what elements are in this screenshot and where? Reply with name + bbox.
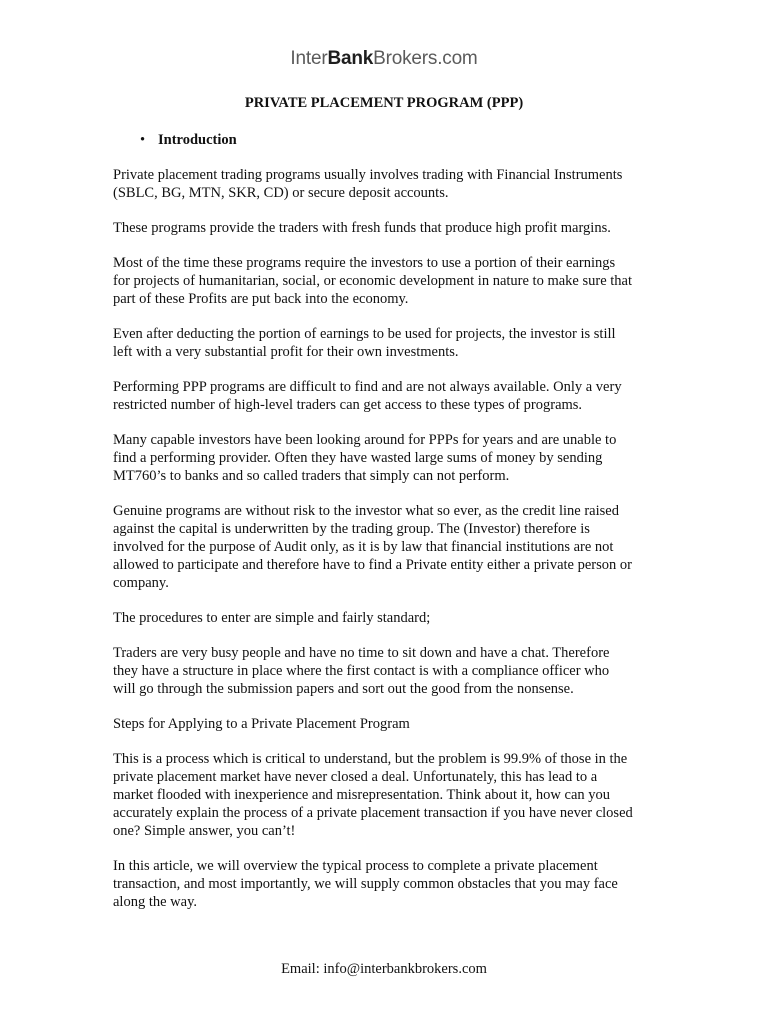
logo-part-domain: .com [437, 48, 478, 69]
paragraph-line: In this article, we will overview the typical process to complete a private placement [113, 858, 598, 874]
paragraph [113, 219, 673, 237]
interbankbrokers-logo [0, 47, 768, 71]
paragraph-line: MT760’s to banks and so called traders that simply can not perform. [113, 468, 510, 484]
paragraph-line: market flooded with inexperience and misrepresentation. Think about it, how can you [113, 787, 611, 803]
paragraph-line: they have a structure in place where the first contact is with a compliance officer who [113, 663, 610, 679]
paragraph-line: along the way. [113, 894, 198, 910]
paragraph-line: find a performing provider. Often they have wasted large sums of money by sending [113, 450, 603, 466]
paragraph-line: against the capital is underwritten by the trading group. The (Investor) therefore is [113, 521, 590, 537]
paragraph-line: (SBLC, BG, MTN, SKR, CD) or secure deposit accounts. [113, 185, 449, 201]
paragraph-line: Genuine programs are without risk to the investor what so ever, as the credit line raised [113, 503, 619, 519]
paragraph-line: Many capable investors have been looking around for PPPs for years and are unable to [113, 432, 617, 448]
footer-email: Email: info@interbankbrokers.com [281, 961, 487, 977]
paragraph-line: Even after deducting the portion of earnings to be used for projects, the investor is still [113, 326, 616, 342]
paragraph-line: These programs provide the traders with fresh funds that produce high profit margins. [113, 220, 611, 236]
bullet-icon: • [140, 132, 146, 148]
paragraph-line: allowed to participate and therefore have to find a Private entity either a private person or [113, 557, 632, 573]
body-text [113, 166, 673, 928]
section-heading-introduction [140, 131, 237, 149]
document-title: PRIVATE PLACEMENT PROGRAM (PPP) [244, 95, 524, 111]
paragraph-line: Performing PPP programs are difficult to find and are not always available. Only a very [113, 379, 622, 395]
paragraph-line: Steps for Applying to a Private Placement Program [113, 716, 410, 732]
paragraph-line: Private placement trading programs usually involves trading with Financial Instruments [113, 167, 623, 183]
paragraph-line: transaction, and most importantly, we will supply common obstacles that you may face [113, 876, 618, 892]
paragraph [113, 431, 673, 485]
paragraph-line: Most of the time these programs require the investors to use a portion of their earnings [113, 255, 616, 271]
paragraph-line: for projects of humanitarian, social, or economic development in nature to make sure that [113, 273, 633, 289]
paragraph-line: will go through the submission papers and sort out the good from the nonsense. [113, 681, 574, 697]
paragraph [113, 166, 673, 202]
paragraph-line: one? Simple answer, you can’t! [113, 823, 296, 839]
paragraph [113, 715, 673, 733]
paragraph-line: This is a process which is critical to understand, but the problem is 99.9% of those in the [113, 751, 628, 767]
paragraph [113, 502, 673, 592]
paragraph-line: company. [113, 575, 169, 591]
paragraph [113, 609, 673, 627]
paragraph [113, 857, 673, 911]
logo-part-brokers: Brokers [373, 48, 438, 69]
paragraph-line: private placement market have never closed a deal. Unfortunately, this has lead to a [113, 769, 598, 785]
paragraph-line: The procedures to enter are simple and fairly standard; [113, 610, 431, 626]
paragraph-line: accurately explain the process of a private placement transaction if you have never closed [113, 805, 633, 821]
paragraph [113, 254, 673, 308]
section-heading-text: Introduction [158, 132, 237, 148]
paragraph-line: part of these Profits are put back into the economy. [113, 291, 409, 307]
paragraph [113, 644, 673, 698]
logo-part-bank: Bank [327, 48, 374, 69]
logo-part-inter: Inter [290, 48, 328, 69]
paragraph-line: restricted number of high-level traders can get access to these types of programs. [113, 397, 583, 413]
paragraph-line: left with a very substantial profit for their own investments. [113, 344, 459, 360]
paragraph [113, 378, 673, 414]
paragraph-line: involved for the purpose of Audit only, as it is by law that financial institutions are not [113, 539, 614, 555]
paragraph [113, 750, 673, 840]
paragraph [113, 325, 673, 361]
paragraph-line: Traders are very busy people and have no time to sit down and have a chat. Therefore [113, 645, 610, 661]
